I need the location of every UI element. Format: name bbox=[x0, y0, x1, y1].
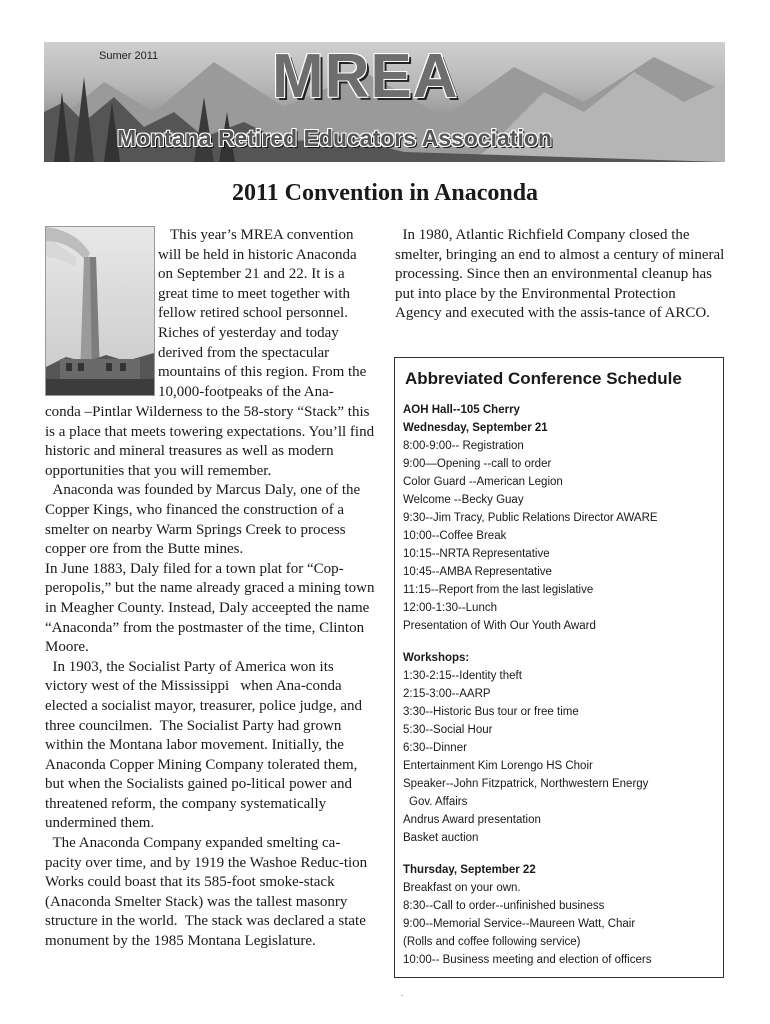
schedule-item: Basket auction bbox=[403, 832, 479, 844]
conference-schedule-box bbox=[394, 357, 724, 978]
schedule-item: Presentation of With Our Youth Award bbox=[403, 620, 596, 632]
left-column-text bbox=[45, 403, 375, 952]
schedule-item: 3:30--Historic Bus tour or free time bbox=[403, 706, 579, 718]
left-paragraph: Anaconda was founded by Marcus Daly, one of the Copper Kings, who financed the construction of a smelter on nearby Warm Springs Creek to process copper ore from the Butte mines. bbox=[45, 482, 364, 558]
left-paragraph: In 1903, the Socialist Party of America won its victory west of the Mississippi when Ana-conda elected a socialist mayor, treasurer, police judge, and three councilmen. The Socialist Party had grown within the Montana labor movement. Initially, the Anaconda Copper Mining Company tolerated them, but when the Socialists gained po-litical power and threatened reform, the company systematically undermined them. bbox=[45, 658, 366, 832]
schedule-item: Speaker--John Fitzpatrick, Northwestern Energy bbox=[403, 778, 649, 790]
schedule-heading: Abbreviated Conference Schedule bbox=[405, 369, 682, 388]
mrea-logo: MREA bbox=[272, 42, 459, 111]
schedule-section-label: Wednesday, September 21 bbox=[403, 422, 548, 434]
schedule-item: 9:00--Memorial Service--Maureen Watt, Chair bbox=[403, 918, 636, 930]
schedule-item: 8:00-9:00-- Registration bbox=[403, 440, 524, 452]
schedule-item: 1:30-2:15--Identity theft bbox=[403, 670, 522, 682]
smelter-stack-photo bbox=[45, 226, 155, 396]
organization-name: Montana Retired Educators Association bbox=[117, 125, 552, 151]
schedule-item: Breakfast on your own. bbox=[403, 882, 521, 894]
left-paragraph: In June 1883, Daly filed for a town plat for “Cop-peropolis,” but the name already graced a mining town in Meagher County. Instead, Daly acceepted the name “Anaconda” from the postmaster of the time, Clinton Moore. bbox=[45, 560, 375, 656]
left-paragraph: The Anaconda Company expanded smelting ca-pacity over time, and by 1919 the Washoe Reduc-tion Works could boast that its 585-foot smoke-stack (Anaconda Smelter Stack) was the tallest masonry structure in the world. The stack was declared a state monument by the 1985 Montana Legislature. bbox=[45, 835, 371, 950]
schedule-item: 6:30--Dinner bbox=[403, 742, 467, 754]
schedule-item: Color Guard --American Legion bbox=[403, 476, 563, 488]
right-column-intro: In 1980, Atlantic Richfield Company closed the smelter, bringing an end to almost a century of mineral processing. Since then an environmental cleanup has put into place by the Environmental Protection Agency and executed with the assis-tance of ARCO. bbox=[395, 227, 729, 322]
schedule-item: Andrus Award presentation bbox=[403, 814, 541, 826]
schedule-section-label: Workshops: bbox=[403, 652, 470, 664]
schedule-item: Entertainment Kim Lorengo HS Choir bbox=[403, 760, 593, 772]
schedule-section-label: AOH Hall--105 Cherry bbox=[403, 404, 520, 416]
schedule-section-label: Thursday, September 22 bbox=[403, 864, 536, 876]
schedule-item: 10:00--Coffee Break bbox=[403, 530, 507, 542]
footer-mark: . bbox=[401, 988, 404, 998]
schedule-item: 10:00-- Business meeting and election of officers bbox=[403, 954, 652, 966]
schedule-item: (Rolls and coffee following service) bbox=[403, 936, 581, 948]
schedule-item: 12:00-1:30--Lunch bbox=[403, 602, 497, 614]
schedule-item: 10:45--AMBA Representative bbox=[403, 566, 552, 578]
intro-text-beside-photo bbox=[158, 226, 373, 402]
schedule-item: 2:15-3:00--AARP bbox=[403, 688, 491, 700]
schedule-item: 9:00—Opening --call to order bbox=[403, 458, 552, 470]
schedule-item: Gov. Affairs bbox=[409, 796, 468, 808]
issue-date: Sumer 2011 bbox=[99, 50, 159, 62]
schedule-item: 9:30--Jim Tracy, Public Relations Director AWARE bbox=[403, 512, 658, 524]
schedule-item: 5:30--Social Hour bbox=[403, 724, 493, 736]
schedule-item: 10:15--NRTA Representative bbox=[403, 548, 550, 560]
intro-paragraph: This year’s MREA convention will be held in historic Anaconda on September 21 and 22. It is a great time to meet together with fellow retired school personnel. Riches of yesterday and today derived from the spectacular mountains of this region. From the 10,000-footpeaks of the Ana- bbox=[158, 227, 367, 400]
schedule-item: Welcome --Becky Guay bbox=[403, 494, 524, 506]
schedule-item: 11:15--Report from the last legislative bbox=[403, 584, 594, 596]
article-title: 2011 Convention in Anaconda bbox=[231, 180, 539, 206]
schedule-item: 8:30--Call to order--unfinished business bbox=[403, 900, 605, 912]
left-paragraph: conda –Pintlar Wilderness to the 58-story “Stack” this is a place that meets towering expectations. You’ll find historic and mineral treasures as well as modern opportunities that you will remember. bbox=[45, 404, 375, 479]
masthead-banner bbox=[44, 42, 725, 162]
